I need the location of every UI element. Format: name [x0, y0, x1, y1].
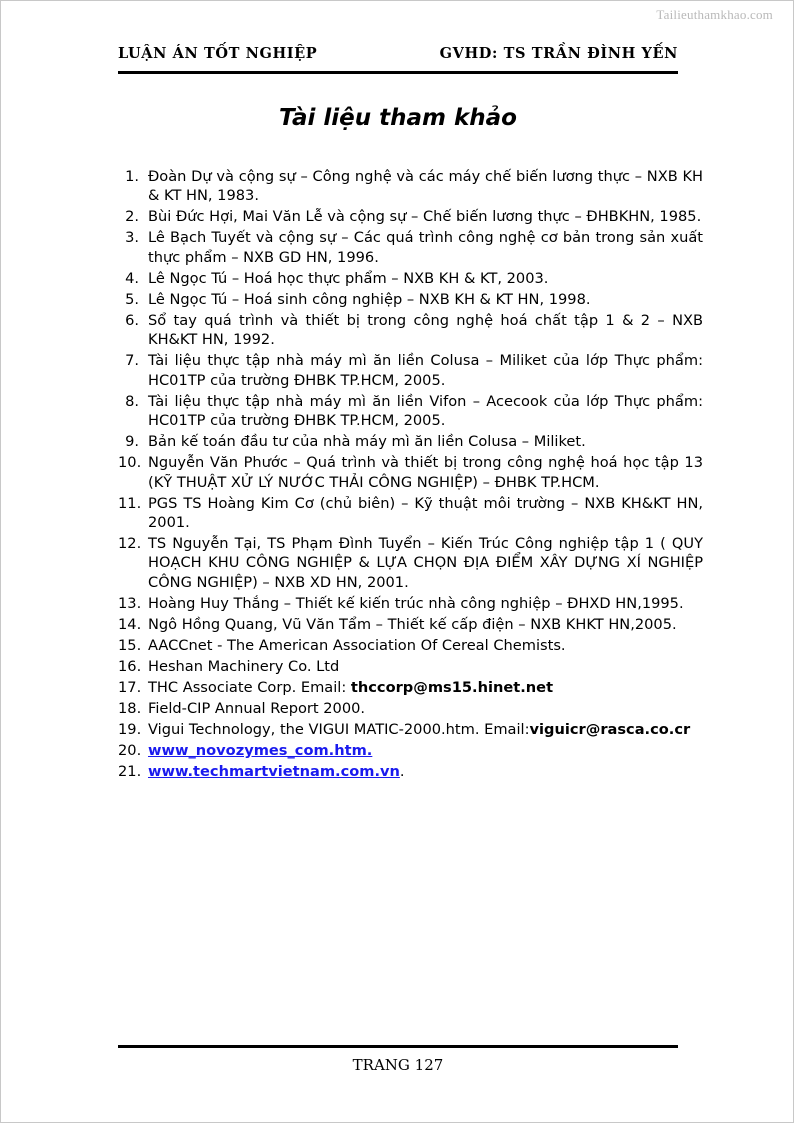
reference-text: Bùi Đức Hợi, Mai Văn Lễ và cộng sự – Chế biến lương thực – ĐHBKHN, 1985. [148, 208, 702, 226]
reference-number: 5. [125, 290, 139, 308]
reference-item [118, 392, 703, 431]
reference-email: viguicr@rasca.co.cr [529, 720, 691, 738]
reference-text [148, 762, 703, 781]
header-divider [118, 71, 678, 74]
reference-item [118, 615, 703, 634]
reference-number: 1. [125, 168, 139, 185]
reference-number: 10. [118, 454, 142, 472]
reference-item [118, 311, 703, 350]
header-left-text: LUẬN ÁN TỐT NGHIỆP [118, 45, 318, 62]
reference-text [148, 741, 703, 760]
reference-link[interactable]: www_novozymes_com.htm. [148, 741, 373, 759]
reference-item [118, 594, 703, 613]
reference-item [118, 494, 703, 533]
reference-item [118, 290, 703, 309]
reference-number: 11. [118, 494, 142, 512]
reference-text: Heshan Machinery Co. Ltd [148, 657, 340, 675]
reference-text: Bản kế toán đầu tư của nhà máy mì ăn liền Colusa – Miliket. [148, 433, 586, 451]
reference-text: Lê Bạch Tuyết và cộng sự – Các quá trình công nghệ cơ bản trong sản xuất thực phẩm – NXB GD HN, 1996. [148, 229, 703, 266]
reference-number: 16. [118, 657, 142, 675]
reference-number: 19. [118, 720, 142, 738]
reference-text: Field-CIP Annual Report 2000. [148, 699, 366, 717]
page-title: Tài liệu tham khảo [279, 105, 517, 131]
reference-item [118, 699, 703, 718]
reference-item [118, 657, 703, 676]
page-header [118, 45, 678, 62]
reference-item [118, 228, 703, 267]
reference-number: 4. [125, 269, 139, 287]
header-right-text: GVHD: TS TRẦN ĐÌNH YẾN [439, 45, 678, 62]
reference-text: Nguyễn Văn Phước – Quá trình và thiết bị trong công nghệ hoá học tập 13 (KỸ THUẬT XỬ LÝ NƯỚC THẢI CÔNG NGHIỆP) – ĐHBK TP.HCM. [148, 454, 703, 491]
reference-text: Sổ tay quá trình và thiết bị trong công nghệ hoá chất tập 1 & 2 – NXB KH&KT HN, 1992. [148, 311, 703, 349]
reference-item [118, 534, 703, 592]
reference-number: 2. [125, 208, 139, 226]
reference-number: 14. [118, 615, 142, 633]
reference-number: 21. [118, 762, 142, 780]
reference-list [118, 167, 703, 783]
reference-item [118, 167, 703, 206]
reference-number: 17. [118, 678, 142, 696]
reference-number: 7. [125, 352, 139, 370]
reference-text [148, 720, 703, 739]
reference-number: 8. [125, 392, 139, 410]
reference-item [118, 720, 703, 739]
reference-text: AACCnet - The American Association Of Cereal Chemists. [148, 636, 566, 654]
reference-number: 6. [125, 311, 139, 329]
reference-item [118, 207, 703, 226]
reference-item [118, 269, 703, 288]
reference-number: 13. [118, 594, 142, 612]
reference-number: 9. [125, 433, 139, 451]
reference-item [118, 432, 703, 451]
reference-number: 20. [118, 741, 142, 759]
reference-text: Ngô Hồng Quang, Vũ Văn Tẩm – Thiết kế cấp điện – NXB KHKT HN,2005. [148, 615, 677, 633]
reference-text: PGS TS Hoàng Kim Cơ (chủ biên) – Kỹ thuật môi trường – NXB KH&KT HN, 2001. [148, 494, 703, 531]
reference-text: TS Nguyễn Tại, TS Phạm Đình Tuyển – Kiến Trúc Công nghiệp tập 1 ( QUY HOẠCH KHU CÔNG NGHIỆP & LỰA CHỌN ĐỊA ĐIỂM XÂY DỰNG XÍ NGHIỆP CÔNG NGHIỆP) – NXB XD HN, 2001. [148, 534, 703, 591]
reference-item [118, 453, 703, 492]
reference-item [118, 636, 703, 655]
watermark: Tailieuthamkhao.com [656, 7, 773, 22]
reference-link[interactable]: www.techmartvietnam.com.vn [148, 762, 400, 780]
reference-text-prefix: THC Associate Corp. Email: [148, 678, 351, 696]
reference-item [118, 678, 703, 697]
reference-item [118, 741, 703, 760]
reference-text: Hoàng Huy Thắng – Thiết kế kiến trúc nhà công nghiệp – ĐHXD HN,1995. [148, 594, 684, 612]
reference-number: 3. [125, 229, 139, 247]
reference-text: Đoàn Dự và cộng sự – Công nghệ và các máy chế biến lương thực – NXB KH & KT HN, 1983. [148, 168, 703, 205]
reference-item [118, 351, 703, 390]
reference-text: Tài liệu thực tập nhà máy mì ăn liền Vifon – Acecook của lớp Thực phẩm: HC01TP của trường ĐHBK TP.HCM, 2005. [148, 392, 703, 430]
reference-text-prefix: Vigui Technology, the VIGUI MATIC-2000.htm. Email: [148, 720, 530, 738]
reference-text: Lê Ngọc Tú – Hoá sinh công nghiệp – NXB KH & KT HN, 1998. [148, 290, 591, 308]
reference-item [118, 762, 703, 781]
reference-number: 15. [118, 636, 142, 654]
page-footer: TRANG 127 [352, 1056, 444, 1074]
reference-text: Lê Ngọc Tú – Hoá học thực phẩm – NXB KH & KT, 2003. [148, 269, 549, 287]
reference-text: Tài liệu thực tập nhà máy mì ăn liền Colusa – Miliket của lớp Thực phẩm: HC01TP của trường ĐHBK TP.HCM, 2005. [148, 352, 703, 389]
reference-email: thccorp@ms15.hinet.net [350, 678, 554, 696]
footer-divider [118, 1045, 678, 1048]
reference-number: 18. [118, 699, 142, 717]
reference-text [148, 678, 703, 697]
reference-text-suffix: . [399, 762, 405, 780]
reference-number: 12. [118, 534, 142, 552]
